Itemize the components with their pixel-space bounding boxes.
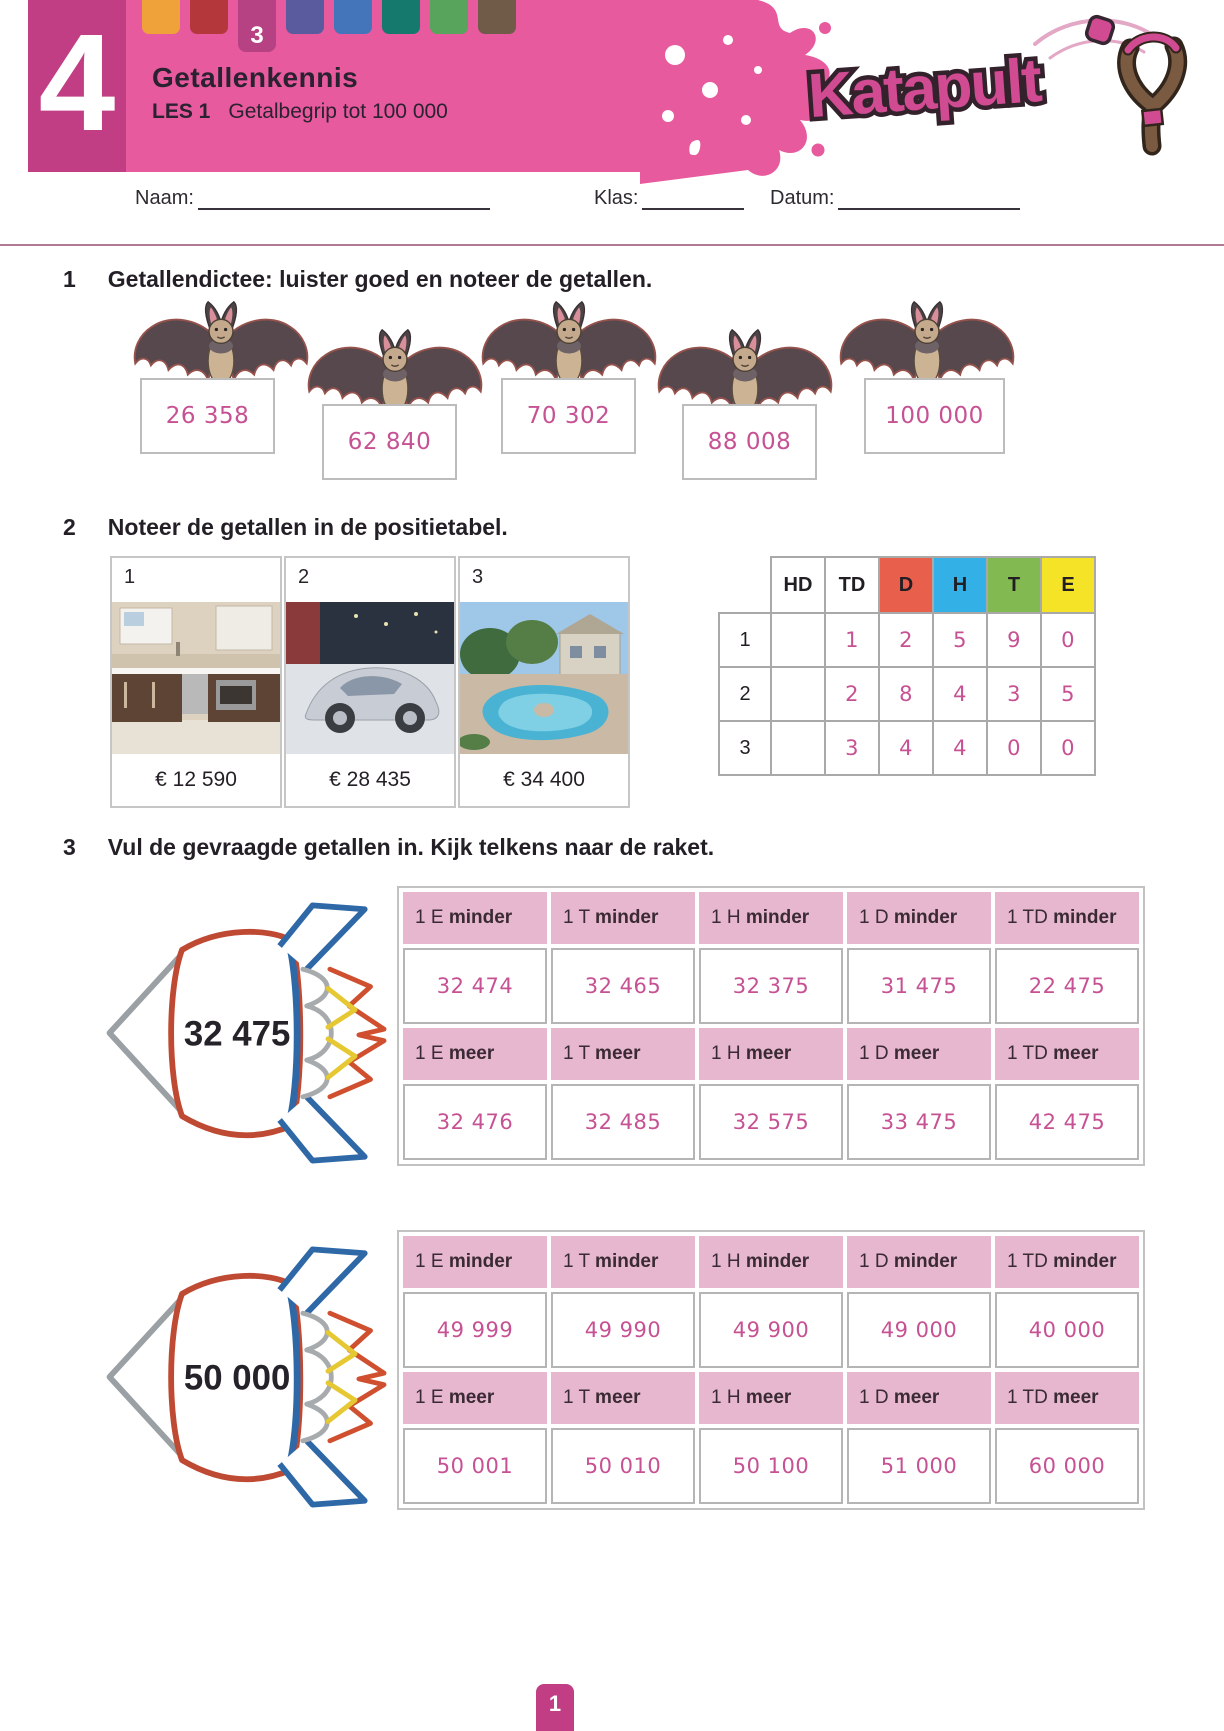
- digit-cell[interactable]: 0: [1041, 613, 1095, 667]
- header-1T-meer: 1 T meer: [551, 1028, 695, 1080]
- price-card-1: [110, 556, 282, 808]
- minder-value-row: [403, 948, 1139, 1024]
- answer-cell[interactable]: 32 474: [403, 948, 547, 1024]
- unit-number: 4: [38, 6, 116, 160]
- row-label: 2: [719, 667, 771, 721]
- answer-cell[interactable]: 42 475: [995, 1084, 1139, 1160]
- answer-cell[interactable]: 32 575: [699, 1084, 843, 1160]
- chapter-tab-2: [190, 0, 228, 34]
- answer-cell[interactable]: 60 000: [995, 1428, 1139, 1504]
- answer-cell[interactable]: 49 990: [551, 1292, 695, 1368]
- rocket-table-2: [397, 1230, 1145, 1510]
- answer-cell[interactable]: 33 475: [847, 1084, 991, 1160]
- exercise1-title: Getallendictee: luister goed en noteer de getallen.: [107, 266, 653, 292]
- slingshot-icon: [1127, 37, 1178, 146]
- class-input-line[interactable]: [642, 186, 744, 210]
- name-input-line[interactable]: [198, 186, 490, 210]
- chapter-tab-1: [142, 0, 180, 34]
- exercise2-heading: [63, 514, 508, 541]
- date-label: Datum:: [770, 187, 835, 209]
- column-header-TD: TD: [825, 557, 879, 613]
- meer-value-row: [403, 1428, 1139, 1504]
- exercise1-heading: [63, 266, 652, 293]
- digit-cell[interactable]: 4: [879, 721, 933, 775]
- rocket-table-1: [397, 886, 1145, 1166]
- meer-header-row: [403, 1028, 1139, 1080]
- price-card-2: [284, 556, 456, 808]
- chapter-tabs: [142, 0, 516, 52]
- class-field-group: [594, 186, 744, 210]
- table-corner-blank: [719, 557, 771, 613]
- header-1H-meer: 1 H meer: [699, 1028, 843, 1080]
- answer-cell[interactable]: 50 100: [699, 1428, 843, 1504]
- chapter-tab-number: 3: [250, 22, 264, 49]
- rocket-illustration-1: [90, 888, 390, 1178]
- chapter-tab-5: [334, 0, 372, 34]
- header-1E-minder: 1 E minder: [403, 892, 547, 944]
- date-input-line[interactable]: [838, 186, 1020, 210]
- answer-cell[interactable]: 31 475: [847, 948, 991, 1024]
- answer-cell[interactable]: 49 999: [403, 1292, 547, 1368]
- digit-cell[interactable]: 2: [879, 613, 933, 667]
- price-card-1-label: 1: [124, 566, 136, 588]
- minder-value-row: [403, 1292, 1139, 1368]
- header-1D-minder: 1 D minder: [847, 892, 991, 944]
- car-photo: [286, 602, 454, 754]
- dictation-answer-box-1[interactable]: 26 358: [140, 378, 275, 454]
- answer-cell[interactable]: 22 475: [995, 948, 1139, 1024]
- minder-header-row: [403, 892, 1139, 944]
- price-card-1-price: € 12 590: [155, 768, 237, 791]
- date-field-group: [770, 186, 1020, 210]
- column-header-E: E: [1041, 557, 1095, 613]
- exercise3-number: 3: [63, 834, 76, 860]
- answer-cell[interactable]: 32 485: [551, 1084, 695, 1160]
- price-card-2-price: € 28 435: [329, 768, 411, 791]
- digit-cell[interactable]: 5: [933, 613, 987, 667]
- answer-cell[interactable]: 32 375: [699, 948, 843, 1024]
- exercise2-number: 2: [63, 514, 76, 540]
- price-card-3-price: € 34 400: [503, 768, 585, 791]
- header-1TD-minder: 1 TD minder: [995, 1236, 1139, 1288]
- exercise1-number: 1: [63, 266, 76, 292]
- digit-cell[interactable]: 1: [825, 613, 879, 667]
- digit-cell[interactable]: [771, 667, 825, 721]
- column-header-HD: HD: [771, 557, 825, 613]
- header-1TD-minder: 1 TD minder: [995, 892, 1139, 944]
- rocket-illustration-2: [90, 1232, 390, 1522]
- header-1H-minder: 1 H minder: [699, 1236, 843, 1288]
- digit-cell[interactable]: 3: [987, 667, 1041, 721]
- price-card-3-label: 3: [472, 566, 484, 588]
- name-field-group: [135, 186, 490, 210]
- exercise2-title: Noteer de getallen in de positietabel.: [107, 514, 508, 540]
- answer-cell[interactable]: 32 465: [551, 948, 695, 1024]
- digit-cell[interactable]: 5: [1041, 667, 1095, 721]
- digit-cell[interactable]: 0: [1041, 721, 1095, 775]
- pebble-icon: [1085, 15, 1115, 45]
- katapult-logo: [800, 6, 1208, 158]
- digit-cell[interactable]: 9: [987, 613, 1041, 667]
- header-1T-meer: 1 T meer: [551, 1372, 695, 1424]
- chapter-tab-6: [382, 0, 420, 34]
- lesson-subtitle: [152, 100, 448, 124]
- dictation-answer-box-4[interactable]: 88 008: [682, 404, 817, 480]
- rocket-2-value: 50 000: [183, 1358, 291, 1398]
- header-1E-meer: 1 E meer: [403, 1372, 547, 1424]
- exercise3-title: Vul de gevraagde getallen in. Kijk telkens naar de raket.: [107, 834, 715, 860]
- answer-cell[interactable]: 49 000: [847, 1292, 991, 1368]
- digit-cell[interactable]: 2: [825, 667, 879, 721]
- answer-cell[interactable]: 49 900: [699, 1292, 843, 1368]
- lesson-title: Getalbegrip tot 100 000: [228, 100, 448, 123]
- exercise3-heading: [63, 834, 714, 861]
- place-value-row-3: [719, 721, 1095, 775]
- answer-cell[interactable]: 40 000: [995, 1292, 1139, 1368]
- place-value-row-2: [719, 667, 1095, 721]
- place-value-row-1: [719, 613, 1095, 667]
- answer-cell[interactable]: 32 476: [403, 1084, 547, 1160]
- column-header-H: H: [933, 557, 987, 613]
- meer-header-row: [403, 1372, 1139, 1424]
- header-1TD-meer: 1 TD meer: [995, 1028, 1139, 1080]
- chapter-tab-7: [430, 0, 468, 34]
- page-title: Getallenkennis: [152, 62, 359, 93]
- header-1H-meer: 1 H meer: [699, 1372, 843, 1424]
- rocket-1-value: 32 475: [183, 1014, 291, 1054]
- chapter-tab-3-active: [238, 0, 276, 52]
- header-1D-meer: 1 D meer: [847, 1372, 991, 1424]
- header-1D-minder: 1 D minder: [847, 1236, 991, 1288]
- column-header-D: D: [879, 557, 933, 613]
- digit-cell[interactable]: 4: [933, 721, 987, 775]
- minder-header-row: [403, 1236, 1139, 1288]
- name-label: Naam:: [135, 187, 194, 209]
- chapter-tab-8: [478, 0, 516, 34]
- place-value-table: [718, 556, 1096, 776]
- row-label: 1: [719, 613, 771, 667]
- digit-cell[interactable]: 4: [933, 667, 987, 721]
- row-label: 3: [719, 721, 771, 775]
- digit-cell[interactable]: 3: [825, 721, 879, 775]
- kitchen-photo: [112, 602, 280, 754]
- answer-cell[interactable]: 51 000: [847, 1428, 991, 1504]
- answer-cell[interactable]: 50 010: [551, 1428, 695, 1504]
- column-header-T: T: [987, 557, 1041, 613]
- meer-value-row: [403, 1084, 1139, 1160]
- header-1T-minder: 1 T minder: [551, 1236, 695, 1288]
- header-1T-minder: 1 T minder: [551, 892, 695, 944]
- lesson-label: LES 1: [152, 100, 211, 123]
- dictation-answer-box-5[interactable]: 100 000: [864, 378, 1005, 454]
- digit-cell[interactable]: 8: [879, 667, 933, 721]
- header-1E-minder: 1 E minder: [403, 1236, 547, 1288]
- header-1D-meer: 1 D meer: [847, 1028, 991, 1080]
- header-1TD-meer: 1 TD meer: [995, 1372, 1139, 1424]
- digit-cell[interactable]: [771, 613, 825, 667]
- header-1H-minder: 1 H minder: [699, 892, 843, 944]
- page-number: 1: [548, 1691, 562, 1716]
- digit-cell[interactable]: [771, 721, 825, 775]
- dictation-answer-box-2[interactable]: 62 840: [322, 404, 457, 480]
- place-value-header-row: [719, 557, 1095, 613]
- logo-text: Katapult: [806, 46, 1043, 132]
- header-1E-meer: 1 E meer: [403, 1028, 547, 1080]
- unit-number-block: [28, 0, 126, 172]
- digit-cell[interactable]: 0: [987, 721, 1041, 775]
- page-number-tab: [536, 1684, 574, 1731]
- answer-cell[interactable]: 50 001: [403, 1428, 547, 1504]
- chapter-tab-4: [286, 0, 324, 34]
- price-card-3: [458, 556, 630, 808]
- pool-photo: [460, 602, 628, 754]
- price-card-2-label: 2: [298, 566, 310, 588]
- dictation-answer-box-3[interactable]: 70 302: [501, 378, 636, 454]
- header-divider-line: [0, 244, 1224, 246]
- class-label: Klas:: [594, 187, 639, 209]
